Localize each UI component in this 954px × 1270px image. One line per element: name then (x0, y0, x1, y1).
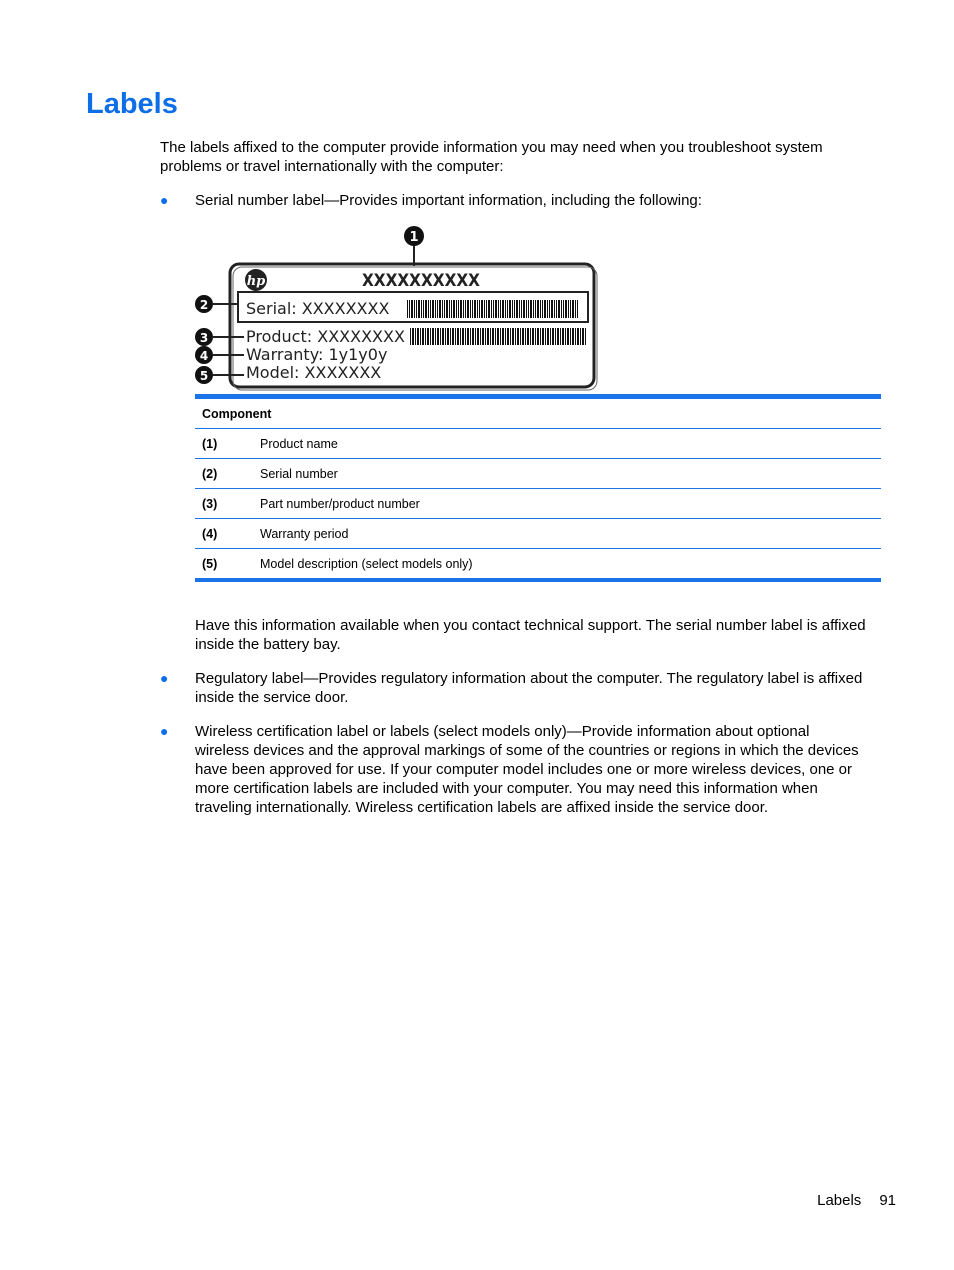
table-cell-description: Part number/product number (253, 489, 881, 519)
table-row (195, 489, 881, 519)
serial-label-illustration (192, 224, 602, 392)
callout-3-number: 3 (199, 331, 209, 345)
bullet-wireless-label: Wireless certification label or labels (select models only)—Provide information about optional wireless devices and the approval markings of some of the countries or regions in which the devices have been approved for use. If your computer model includes one or more wireless devices, one or more certification labels are included with your computer. You may need this information when traveling internationally. Wireless certification labels are affixed inside the service door. (195, 723, 859, 816)
table-cell-description: Product name (253, 429, 881, 459)
page-title: Labels (86, 88, 178, 120)
table-row (195, 459, 881, 489)
callout-1-number: 1 (409, 230, 419, 245)
hp-logo-text: hp (246, 274, 266, 289)
table-row (195, 549, 881, 581)
table-row (195, 519, 881, 549)
bullet-regulatory-label: Regulatory label—Provides regulatory information about the computer. The regulatory label is affixed inside the service door. (195, 670, 863, 706)
footer-page-number: 91 (879, 1192, 896, 1209)
serial-note-paragraph: Have this information available when you contact technical support. The serial number label is affixed inside the battery bay. (195, 617, 866, 653)
table-cell-description: Model description (select models only) (260, 557, 473, 571)
component-table (195, 394, 881, 582)
product-barcode (410, 328, 586, 345)
footer-section-name: Labels (817, 1192, 862, 1209)
table-row (195, 429, 881, 459)
callout-4-number: 4 (199, 349, 209, 363)
page-footer (799, 1192, 896, 1209)
label-serial-text: Serial: XXXXXXXX (246, 299, 390, 318)
label-model-text: Model: XXXXXXX (246, 363, 382, 382)
callout-5-number: 5 (199, 369, 209, 383)
callout-2-number: 2 (199, 298, 209, 312)
table-header-component: Component (195, 397, 881, 429)
table-header-row (195, 397, 881, 429)
bullet-icon: ● (160, 670, 169, 686)
table-cell-description: Serial number (253, 459, 881, 489)
bullet-icon: ● (160, 192, 169, 208)
table-cell-number: (5) (202, 557, 218, 571)
table-cell-number: (4) (195, 519, 253, 549)
intro-paragraph: The labels affixed to the computer provide information you may need when you troubleshoot system problems or travel internationally with the computer: (160, 139, 823, 175)
label-product-text: Product: XXXXXXXX (246, 327, 405, 346)
label-warranty-text: Warranty: 1y1y0y (246, 345, 388, 364)
table-cell-number: (1) (195, 429, 253, 459)
serial-barcode (406, 300, 578, 318)
bullet-icon: ● (160, 723, 169, 739)
table-cell-description: Warranty period (253, 519, 881, 549)
bullet-serial-label: Serial number label—Provides important information, including the following: (195, 192, 702, 209)
table-cell-number: (3) (195, 489, 253, 519)
table-cell-number: (2) (195, 459, 253, 489)
label-product-name: XXXXXXXXXX (362, 271, 480, 291)
